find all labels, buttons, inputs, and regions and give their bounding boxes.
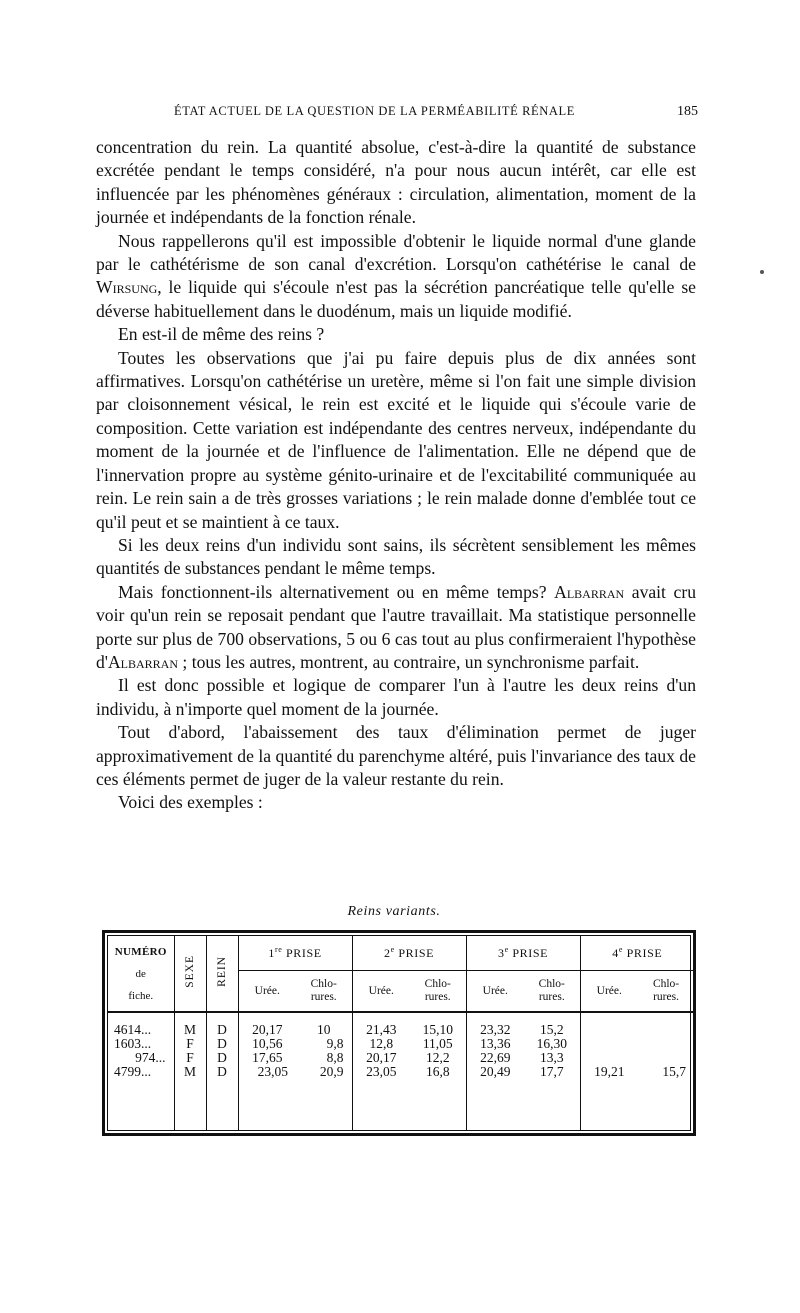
paragraph: Mais fonctionnent-ils alternativement ou en même temps? Albarran avait cru voir qu'un rein se reposait pendant que l'autre travaillait. Ma statistique personnelle porte sur plus de 700 observations, 5 ou 6 cas tout au plus confirmeraient l'hypothèse d'Albarran ; tous les autres, montrent, au contraire, un synchronisme parfait. [96,581,696,672]
paragraph: concentration du rein. La quantité absolue, c'est-à-dire la quantité de substance excrétée pendant le temps considéré, n'a pour nous aucun intérêt, car elle est influencée par les phénomènes généraux : circulation, alimentation, moment de la journée et indépendants de la fonction rénale. [96,137,696,228]
paragraph: Il est donc possible et logique de comparer l'un à l'autre les deux reins d'un individu, à n'importe quel moment de la journée. [96,675,696,719]
print-speck [760,270,764,274]
subheader-uree: Urée. [466,971,524,1013]
subheader-uree: Urée. [580,971,638,1013]
paragraph: Nous rappellerons qu'il est impossible d'obtenir le liquide normal d'une glande par le cathétérisme de son canal d'excrétion. Lorsqu'on cathétérise le canal de Wirsung, le liquide qui s'écoule n'est pas la sécrétion pancréatique telle qu'elle se déverse habituellement dans le duodénum, mais un liquide modifié. [96,230,696,321]
table-row: 974... F D 17,65 8,8 20,17 12,2 22,69 13,3 [108,1051,694,1065]
header-prise-2: 2e PRISE [352,936,466,971]
table-row: 4799... M D 23,05 20,9 23,05 16,8 20,49 17,7 19,21 15,7 [108,1065,694,1079]
author-name: Albarran [107,651,179,672]
body-text [96,136,696,815]
paragraph: En est-il de même des reins ? [118,324,325,345]
table-caption: Reins variants. [347,904,441,919]
paragraph: Tout d'abord, l'abaissement des taux d'élimination permet de juger approximativement de la quantité du parenchyme altéré, puis l'invariance des taux de ces éléments permet de juger de la valeur restante du rein. [96,722,696,789]
paragraph: Voici des exemples : [118,792,263,813]
header-numero: NUMÉRO de fiche. [108,936,174,1012]
subheader-chlorures: Chlo- rures. [524,971,580,1013]
subheader-chlorures: Chlo- rures. [410,971,466,1013]
header-prise-3: 3e PRISE [466,936,580,971]
header-rein: REIN [206,936,238,1012]
paragraph: Si les deux reins d'un individu sont sains, ils sécrètent sensiblement les mêmes quantités de substances pendant le même temps. [96,534,696,579]
subheader-uree: Urée. [238,971,296,1013]
table-row: 4614... M D 20,17 10 21,43 15,10 23,32 15,2 [108,1023,694,1037]
header-prise-1: 1re PRISE [238,936,352,971]
header-prise-4: 4e PRISE [580,936,694,971]
author-name: Albarran [554,581,625,602]
running-title: ÉTAT ACTUEL DE LA QUESTION DE LA PERMÉABILITÉ RÉNALE [174,104,575,118]
subheader-chlorures: Chlo- rures. [638,971,694,1013]
author-name: Wirsung [96,277,158,298]
data-table [102,930,696,1136]
table-row: 1603... F D 10,56 9,8 12,8 11,05 13,36 16,30 [108,1037,694,1051]
page-number: 185 [677,104,698,119]
paragraph: Toutes les observations que j'ai pu faire depuis plus de dix années sont affirmatives. Lorsqu'on cathétérise un uretère, même si l'on fait une simple division par cloisonnement vésical, le rein est excité et le liquide qui s'écoule varie de composition. Cette variation est indépendante des centres nerveux, indépendante du moment de la journée et de l'influence de l'alimentation. Elle ne dépend que de l'innervation propre au système génito-urinaire et de l'excitabilité communiquée au rein. Le rein sain a de très grosses variations ; le rein malade donne d'emblée tout ce qu'il peut et se maintient à ce taux. [96,347,696,532]
header-sexe: SEXE [174,936,206,1012]
subheader-chlorures: Chlo- rures. [296,971,352,1013]
subheader-uree: Urée. [352,971,410,1013]
